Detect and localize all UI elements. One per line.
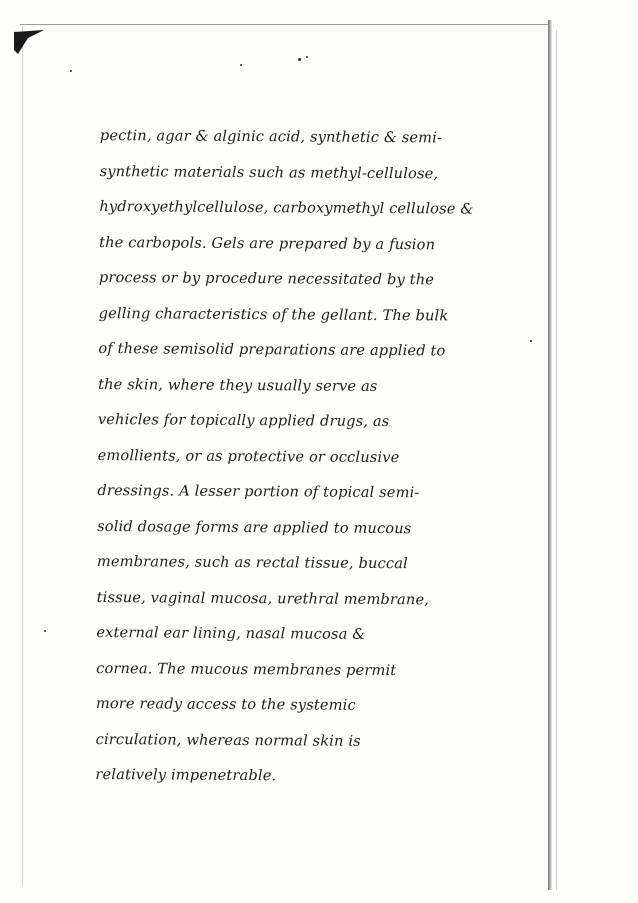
text-line: external ear lining, nasal mucosa & [96,623,366,643]
corner-fold-mark [14,30,54,56]
text-line: relatively impenetrable. [95,765,277,785]
scan-speck [298,58,301,61]
scan-speck [306,56,308,58]
text-line: the carbopols. Gels are prepared by a fusion [99,233,436,253]
text-line: membranes, such as rectal tissue, buccal [96,552,408,573]
text-line: dressings. A lesser portion of topical semi- [97,481,420,502]
scan-speck [240,64,242,66]
page-left-edge [22,26,23,886]
text-line: pectin, agar & alginic acid, synthetic & semi- [99,126,443,147]
text-line: hydroxyethylcellulose, carboxymethyl cellulose & [99,197,474,218]
text-line: the skin, where they usually serve as [98,375,378,395]
text-line: of these semisolid preparations are applied to [98,339,446,360]
handwritten-text-block [95,118,560,796]
text-line: tissue, vaginal mucosa, urethral membrane, [96,588,430,608]
text-line: gelling characteristics of the gellant. The bulk [98,304,449,324]
text-line: process or by procedure necessitated by the [98,268,435,289]
page-top-edge [20,24,552,25]
text-line: emollients, or as protective or occlusive [97,446,400,466]
text-line: synthetic materials such as methyl-cellulose, [99,162,439,182]
scan-speck [44,630,46,632]
text-line: vehicles for topically applied drugs, as [97,410,390,431]
text-line: more ready access to the systemic [95,694,356,714]
text-line: cornea. The mucous membranes permit [96,659,397,679]
text-line: solid dosage forms are applied to mucous [97,517,412,537]
scan-speck [70,70,72,72]
text-line: circulation, whereas normal skin is [95,730,361,750]
